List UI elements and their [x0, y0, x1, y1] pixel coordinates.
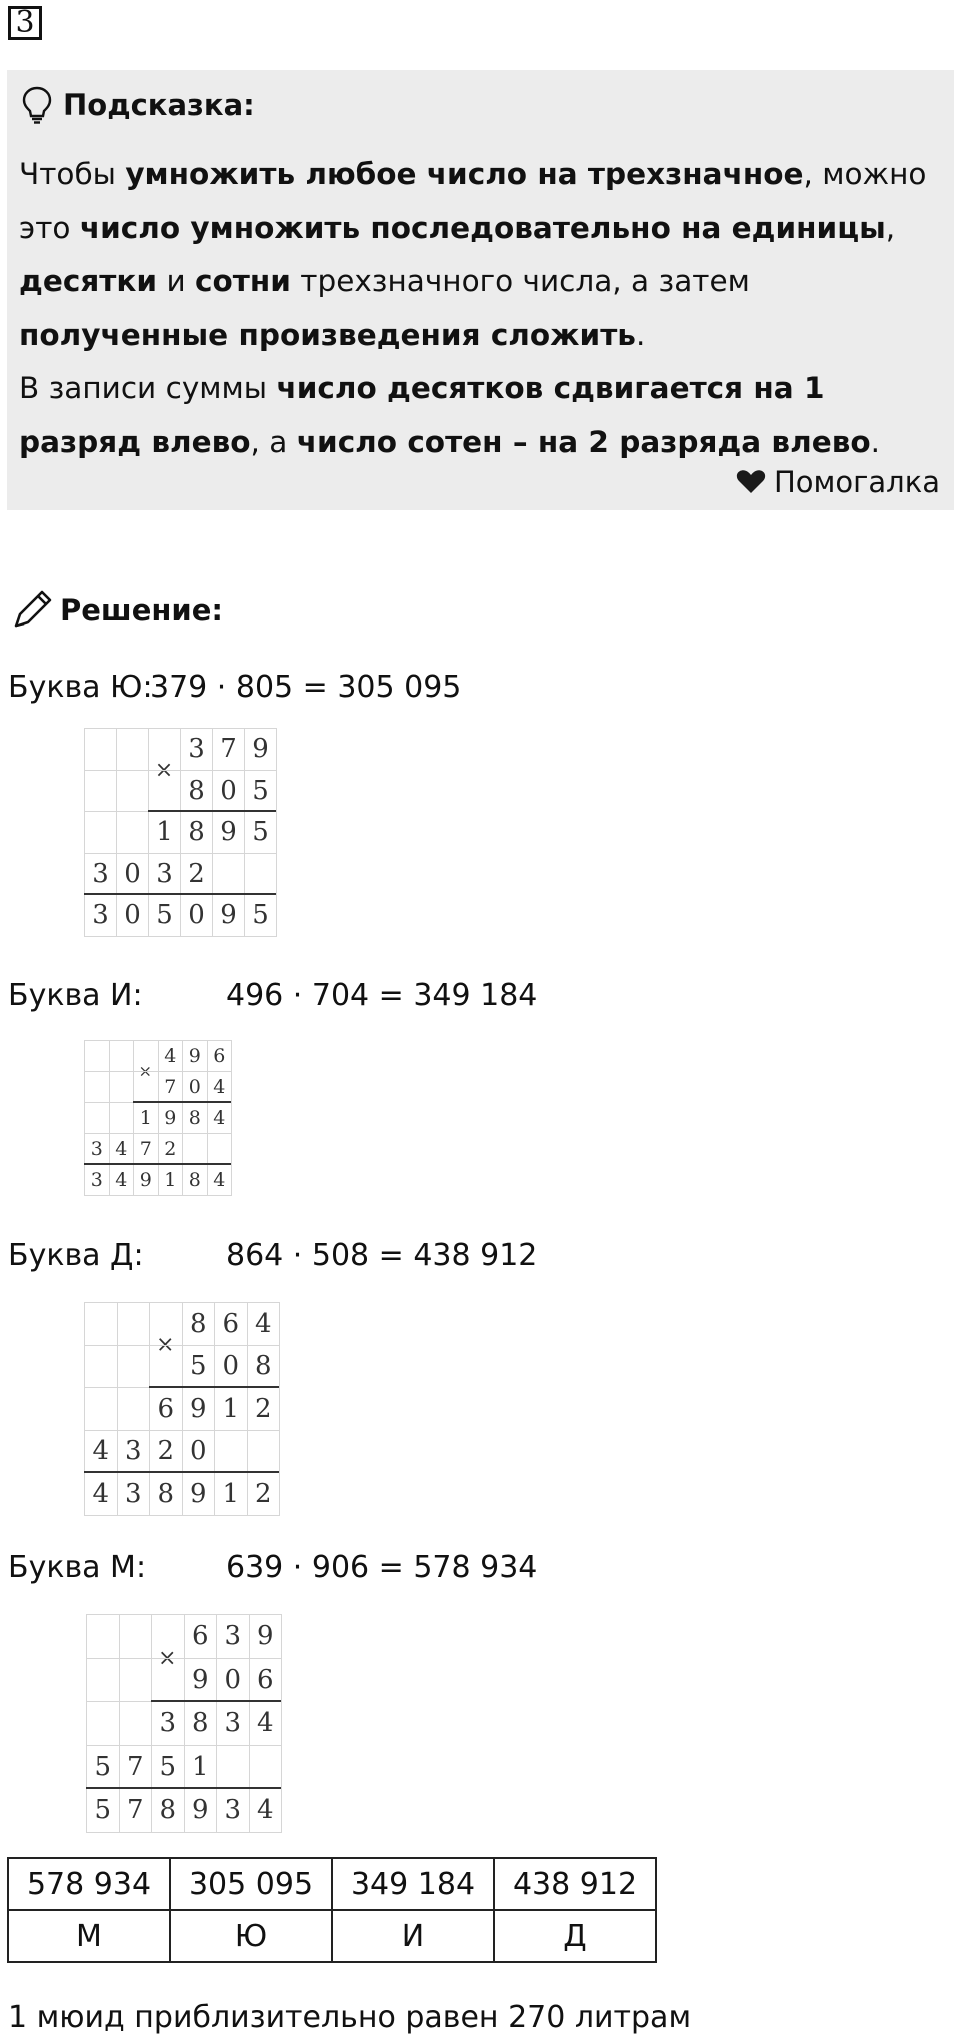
grid-cell: 7 [212, 728, 244, 770]
equation-line [8, 976, 538, 1016]
grid-cell: 6 [207, 1040, 232, 1071]
grid-cell: 0 [214, 1345, 247, 1388]
equation-label: Буква М: [8, 1550, 147, 1585]
hint-p1-segment: число умножить последовательно на единицы [79, 210, 886, 245]
grid-cell: 6 [184, 1614, 217, 1658]
grid-cell: 9 [244, 728, 276, 770]
hint-header [21, 85, 255, 125]
grid-cell: 9 [133, 1164, 158, 1195]
grid-border [84, 1302, 280, 1516]
hint-p2-segment: . [870, 424, 881, 459]
grid-cell: 9 [184, 1788, 217, 1832]
equation-line [8, 668, 462, 708]
hint-p1-segment: . [635, 317, 646, 352]
grid-cell: 8 [180, 770, 212, 812]
hint-p1-segment: сотни [195, 264, 291, 298]
hint-p2-segment: число сотен – на 2 разряда влево [296, 424, 871, 459]
grid-cell: 5 [182, 1345, 215, 1388]
grid-border [84, 1040, 232, 1196]
grid-cell: 4 [158, 1040, 183, 1071]
multiplication-rule [149, 1386, 279, 1388]
grid-cell: 0 [182, 1071, 207, 1102]
grid-cell: 5 [86, 1788, 119, 1832]
grid-cell: 4 [207, 1164, 232, 1195]
hint-title: Подсказка: [63, 88, 255, 122]
grid-cell: 8 [151, 1788, 184, 1832]
answer-number: 349 184 [332, 1858, 494, 1910]
heart-icon [736, 469, 766, 495]
hint-text [19, 148, 945, 469]
answer-letter: Ю [170, 1910, 332, 1962]
grid-cell: 5 [148, 894, 180, 936]
grid-cell: 6 [149, 1387, 182, 1430]
grid-cell: 0 [182, 1430, 215, 1473]
grid-cell: 7 [119, 1745, 152, 1789]
hint-box [7, 70, 954, 510]
grid-cell: 4 [247, 1302, 280, 1345]
equation-line [8, 1548, 538, 1588]
equation-expression: 496 · 704 = 349 184 [226, 978, 538, 1013]
equation-label: Буква Ю: [8, 670, 153, 705]
grid-cell: 4 [249, 1788, 282, 1832]
grid-cell: 8 [182, 1102, 207, 1133]
grid-cell: 5 [244, 770, 276, 812]
grid-cell: 9 [249, 1614, 282, 1658]
grid-cell: 8 [180, 811, 212, 853]
multiplication-rule [133, 1101, 231, 1103]
multiply-sign: × [157, 1644, 177, 1671]
pencil-icon [8, 588, 56, 632]
grid-cell: 6 [214, 1302, 247, 1345]
answer-table [7, 1857, 657, 1963]
grid-cell: 4 [207, 1071, 232, 1102]
answer-numbers-row [8, 1858, 656, 1910]
hint-source-label: Помогалка [774, 465, 940, 499]
grid-cell: 3 [216, 1701, 249, 1745]
grid-cell: 5 [151, 1745, 184, 1789]
grid-cell: 4 [249, 1701, 282, 1745]
grid-cell: 4 [207, 1102, 232, 1133]
grid-cell: 2 [247, 1472, 280, 1515]
grid-cell: 0 [180, 894, 212, 936]
grid-cell: 4 [84, 1472, 117, 1515]
grid-cell: 3 [151, 1701, 184, 1745]
grid-cell: 8 [184, 1701, 217, 1745]
equation-expression: 864 · 508 = 438 912 [226, 1238, 538, 1273]
sum-rule [84, 1163, 231, 1165]
multiply-sign: × [138, 1061, 153, 1081]
solution-header [8, 588, 223, 632]
hint-p2-segment: число десятков сдвигается на 1 разряд влево [19, 371, 825, 459]
grid-cell: 3 [180, 728, 212, 770]
grid-cell: 7 [158, 1071, 183, 1102]
task-number: 3 [8, 6, 42, 40]
hint-paragraph-1 [19, 148, 945, 362]
grid-cell: 8 [149, 1472, 182, 1515]
grid-cell: 4 [109, 1164, 134, 1195]
sum-rule [84, 893, 276, 895]
grid-cell: 3 [84, 853, 116, 895]
equation-label: Буква Д: [8, 1238, 144, 1273]
grid-cell: 3 [148, 853, 180, 895]
grid-cell: 1 [214, 1472, 247, 1515]
multiply-sign: × [155, 1331, 175, 1358]
grid-cell: 9 [182, 1472, 215, 1515]
grid-border [84, 728, 277, 937]
hint-p1-segment: умножить любое число на трехзначное [125, 157, 804, 191]
grid-cell: 1 [133, 1102, 158, 1133]
grid-cell: 3 [84, 894, 116, 936]
lightbulb-icon [21, 85, 53, 125]
grid-cell: 6 [249, 1658, 282, 1702]
grid-cell: 1 [158, 1164, 183, 1195]
answer-letter: М [8, 1910, 170, 1962]
hint-p1-segment: трехзначного числа, а затем [290, 264, 750, 298]
grid-cell: 0 [116, 894, 148, 936]
equation-label: Буква И: [8, 978, 143, 1013]
hint-p1-segment: Чтобы [19, 157, 126, 191]
grid-cell: 1 [214, 1387, 247, 1430]
grid-cell: 3 [216, 1614, 249, 1658]
grid-cell: 8 [182, 1164, 207, 1195]
grid-cell: 2 [158, 1133, 183, 1164]
grid-cell: 2 [247, 1387, 280, 1430]
hint-p1-segment: и [157, 264, 195, 298]
grid-cell: 1 [184, 1745, 217, 1789]
grid-cell: 3 [84, 1133, 109, 1164]
grid-cell: 3 [84, 1164, 109, 1195]
solution-title: Решение: [60, 593, 224, 627]
grid-cell: 7 [119, 1788, 152, 1832]
hint-p1-segment: , [885, 210, 896, 245]
grid-cell: 3 [117, 1472, 150, 1515]
answer-number: 305 095 [170, 1858, 332, 1910]
conclusion-text: 1 мюид приблизительно равен 270 литрам [8, 2000, 692, 2035]
grid-border [86, 1614, 282, 1833]
hint-p1-segment: , можно это [19, 157, 927, 245]
grid-cell: 9 [212, 811, 244, 853]
grid-cell: 0 [116, 853, 148, 895]
grid-cell: 0 [212, 770, 244, 812]
grid-cell: 4 [109, 1133, 134, 1164]
answer-number: 438 912 [494, 1858, 656, 1910]
grid-cell: 0 [216, 1658, 249, 1702]
grid-cell: 8 [182, 1302, 215, 1345]
answer-letter: И [332, 1910, 494, 1962]
grid-cell: 2 [180, 853, 212, 895]
grid-cell: 1 [148, 811, 180, 853]
answer-number: 578 934 [8, 1858, 170, 1910]
hint-paragraph-2 [19, 362, 945, 469]
hint-p1-segment: десятки [19, 264, 158, 298]
grid-cell: 5 [86, 1745, 119, 1789]
sum-rule [86, 1787, 281, 1789]
grid-cell: 5 [244, 894, 276, 936]
hint-source [736, 462, 940, 502]
grid-cell: 8 [247, 1345, 280, 1388]
hint-p2-segment: , а [250, 424, 297, 459]
grid-cell: 9 [182, 1387, 215, 1430]
grid-cell: 9 [184, 1658, 217, 1702]
grid-cell: 2 [149, 1430, 182, 1473]
multiply-sign: × [154, 756, 174, 783]
equation-expression: 379 · 805 = 305 095 [150, 670, 462, 705]
grid-cell: 9 [158, 1102, 183, 1133]
grid-cell: 7 [133, 1133, 158, 1164]
grid-cell: 4 [84, 1430, 117, 1473]
grid-cell: 9 [182, 1040, 207, 1071]
hint-p1-segment: полученные произведения сложить [19, 317, 636, 352]
grid-cell: 5 [244, 811, 276, 853]
equation-line [8, 1236, 538, 1276]
equation-expression: 639 · 906 = 578 934 [226, 1550, 538, 1585]
grid-cell: 9 [212, 894, 244, 936]
answer-letter: Д [494, 1910, 656, 1962]
multiplication-rule [151, 1700, 281, 1702]
grid-cell: 3 [216, 1788, 249, 1832]
answer-letters-row [8, 1910, 656, 1962]
hint-p2-segment: В записи суммы [19, 371, 277, 405]
multiplication-rule [148, 810, 276, 812]
sum-rule [84, 1471, 279, 1473]
grid-cell: 3 [117, 1430, 150, 1473]
